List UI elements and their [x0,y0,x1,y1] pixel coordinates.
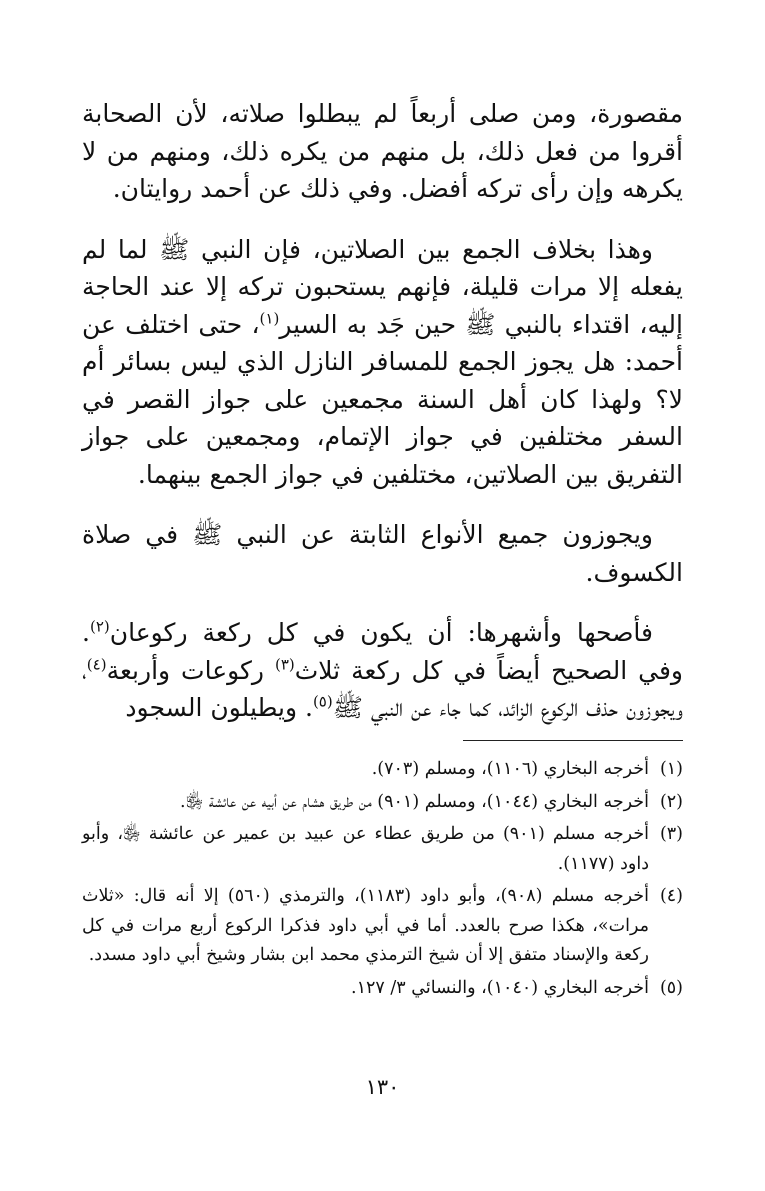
paragraph-4-text-d: ، ويجوزون حذف الركوع الزائد، كما جاء عن النبي ﷺ [82,655,683,722]
footnote-1 [82,755,683,785]
page-number: ١٣٠ [365,1075,400,1099]
footnote-ref-2: (٢) [89,617,110,636]
paragraph-4 [82,614,683,727]
footnote-text: أخرجه مسلم (٩٠٨)، وأبو داود (١١٨٣)، والترمذي (٥٦٠) إلا أنه قال: «ثلاث مرات»، هكذا صرح بالعدد. أما في أبي داود فذكرا الركوع أربع مرات في كل ركعة والإسناد متفق إلا أن شيخ الترمذي محمد ابن بشار وشيخ أبي داود مسدد. [82,886,649,965]
footnote-ref-1: (١) [259,309,280,328]
paragraph-4-text-b: . وفي الصحيح أيضاً في كل ركعة ثلاث [82,618,683,685]
footnote-number: (٥) [659,977,683,998]
paragraph-3 [82,516,683,591]
footnote-number: (٣) [659,824,683,844]
footnote-text: أخرجه البخاري (١١٠٦)، ومسلم (٧٠٣). [371,759,649,779]
footnote-text: أخرجه البخاري (١٠٤٤)، ومسلم (٩٠١) من طريق هشام عن أبيه عن عائشة ﵂. [180,791,649,812]
footnote-number: (٢) [659,791,683,812]
footnote-ref-3: (٣) [274,655,295,674]
paragraph-4-text-a: فأصحها وأشهرها: أن يكون في كل ركعة ركوعان [109,618,653,647]
footnote-separator [463,740,683,741]
footnote-text: أخرجه البخاري (١٠٤٠)، والنسائي ٣/ ١٢٧. [351,977,649,998]
footnote-text: أخرجه مسلم (٩٠١) من طريق عطاء عن عبيد بن عمير عن عائشة ﵂، وأبو داود (١١٧٧). [82,824,649,874]
paragraph-1 [82,95,683,208]
footnote-5 [82,974,683,1004]
paragraph-1-text: مقصورة، ومن صلى أربعاً لم يبطلوا صلاته، لأن الصحابة أقروا من فعل ذلك، بل منهم من يكره ذلك، ومنهم من لا يكرهه وإن رأى تركه أفضل. وفي ذلك عن أحمد روايتان. [82,99,683,203]
footnotes [82,755,683,1006]
footnote-ref-4: (٤) [86,655,107,674]
footnote-4 [82,882,683,971]
paragraph-2-text-a: وهذا بخلاف الجمع بين الصلاتين، فإن النبي ﷺ لما لم يفعله إلا مرات قليلة، فإنهم يستحبون تركه إلا عند الحاجة إليه، اقتداء بالنبي ﷺ حين جَد به السير [82,234,683,339]
paragraph-2 [82,231,683,494]
footnote-number: (٤) [659,886,683,906]
main-text [82,95,683,750]
paragraph-4-text-c: ركوعات وأربعة [106,655,275,685]
footnote-ref-5: (٥) [312,692,333,711]
paragraph-2-text-b: ، حتى اختلف عن أحمد: هل يجوز الجمع للمسافر النازل الذي ليس بسائر أم لا؟ ولهذا كان أهل السنة مجمعين على جواز القصر في السفر مختلفين في جواز الإتمام، ومجمعين على جواز التفريق بين الصلاتين، مختلفين في جواز الجمع بينهما. [82,309,683,489]
paragraph-3-text: ويجوزون جميع الأنواع الثابتة عن النبي ﷺ في صلاة الكسوف. [82,520,683,587]
footnote-2 [82,788,683,818]
footnote-3 [82,820,683,879]
paragraph-4-text-e: . ويطيلون السجود [125,693,313,722]
footnote-number: (١) [659,759,683,779]
